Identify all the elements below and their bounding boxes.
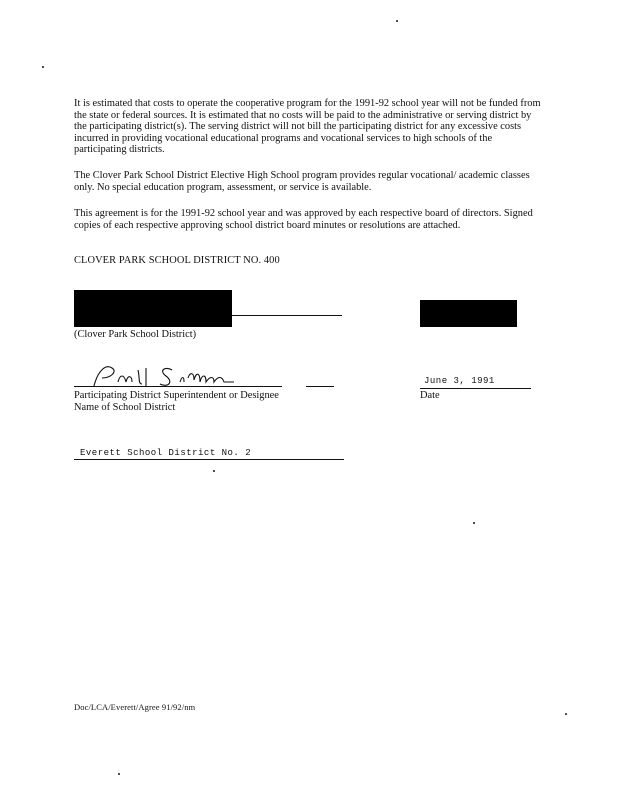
scan-speck <box>565 713 567 715</box>
scan-speck <box>118 773 120 775</box>
district-heading: CLOVER PARK SCHOOL DISTRICT NO. 400 <box>74 255 280 266</box>
document-reference-footer: Doc/LCA/Everett/Agree 91/92/nm <box>74 702 196 712</box>
clover-park-signature-line <box>232 315 342 316</box>
superintendent-caption: Participating District Superintendent or Designee <box>74 390 279 401</box>
superintendent-signature-line <box>74 386 282 387</box>
date-caption: Date <box>420 390 440 401</box>
agreement-paragraph: This agreement is for the 1991-92 school year and was approved by each respective board of directors. Signed copies of each respective approving school district board minutes or resolutions are attached. <box>74 208 533 231</box>
cost-paragraph: It is estimated that costs to operate the cooperative program for the 1991-92 school year will not be funded from the state or federal sources. It is estimated that no costs will be paid to the administrative or serving district by the participating district(s). The serving district will not bill the participating district for any excessive costs incurred in providing vocational educational programs and vocational services to high schools of the participating districts. <box>74 98 541 156</box>
scan-speck <box>213 470 215 472</box>
redacted-date-block <box>420 300 517 327</box>
district-name-line <box>74 459 344 460</box>
redacted-signature-block <box>74 290 232 327</box>
scan-speck <box>396 20 398 22</box>
date-value: June 3, 1991 <box>424 376 495 386</box>
district-name-value: Everett School District No. 2 <box>80 448 252 458</box>
date-line <box>420 388 531 389</box>
scan-speck <box>473 522 475 524</box>
program-paragraph: The Clover Park School District Elective High School program provides regular vocational/ academic classes only. No special education program, assessment, or service is available. <box>74 170 530 193</box>
scan-speck <box>42 66 44 68</box>
signature-line-extension <box>306 386 334 387</box>
school-district-name-caption: Name of School District <box>74 402 176 413</box>
clover-park-caption: (Clover Park School District) <box>74 329 197 340</box>
